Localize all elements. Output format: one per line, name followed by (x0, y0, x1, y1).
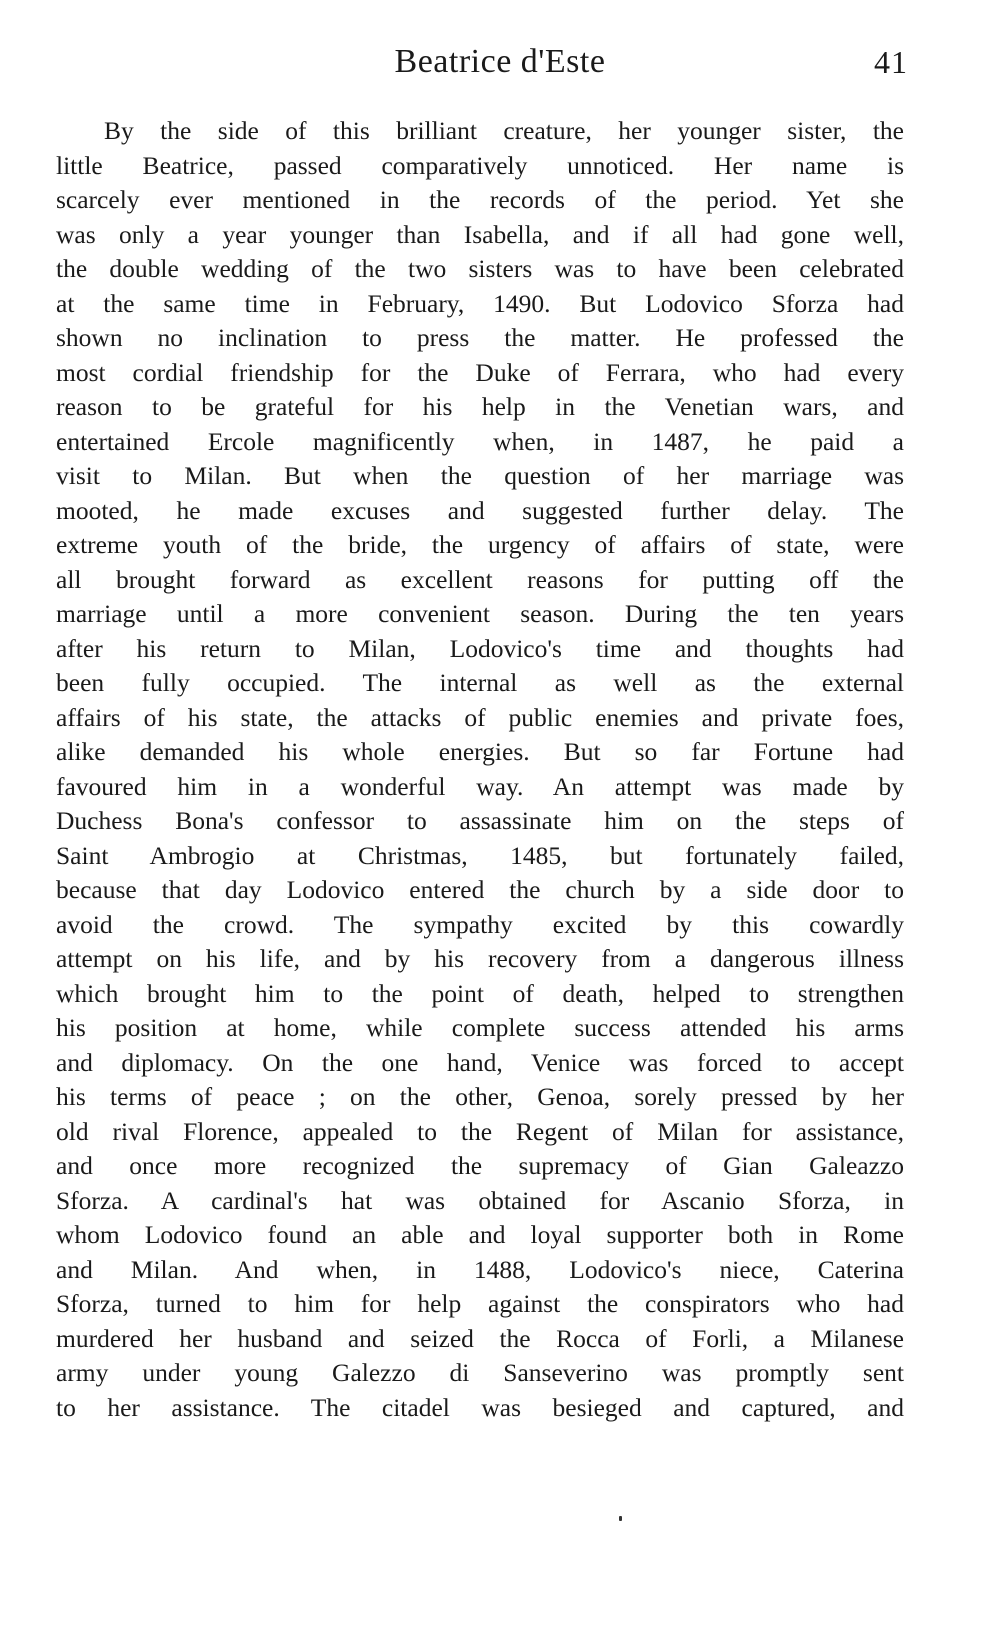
text-line: By the side of this brilliant creature, her younger sister, the (104, 116, 904, 145)
text-line: his position at home, while complete success attended his arms (56, 1013, 904, 1042)
text-line: alike demanded his whole energies. But so far Fortune had (56, 737, 904, 766)
text-line: and Milan. And when, in 1488, Lodovico's niece, Caterina (56, 1254, 904, 1284)
text-line: and diplomacy. On the one hand, Venice was forced to accept (56, 1047, 904, 1077)
text-line: visit to Milan. But when the question of her marriage was (56, 461, 904, 490)
text-line: at the same time in February, 1490. But Lodovico Sforza had (56, 288, 904, 318)
text-line: to her assistance. The citadel was besieged and captured, and (56, 1392, 904, 1422)
text-line: Duchess Bona's confessor to assassinate him on the steps of (56, 806, 904, 835)
text-line: affairs of his state, the attacks of public enemies and private foes, (56, 702, 904, 732)
text-line: Saint Ambrogio at Christmas, 1485, but fortunately failed, (56, 840, 904, 870)
text-line: been fully occupied. The internal as well as the external (56, 668, 904, 697)
text-line: scarcely ever mentioned in the records of the period. Yet she (56, 185, 904, 214)
text-line: army under young Galezzo di Sanseverino was promptly sent (56, 1358, 904, 1387)
text-line: most cordial friendship for the Duke of Ferrara, who had every (56, 357, 904, 387)
text-line: which brought him to the point of death, helped to strengthen (56, 978, 904, 1008)
text-line: his terms of peace ; on the other, Genoa, sorely pressed by her (56, 1082, 904, 1111)
text-line: Sforza, turned to him for help against the conspirators who had (56, 1289, 904, 1318)
text-line: the double wedding of the two sisters was to have been celebrated (56, 254, 904, 283)
text-line: all brought forward as excellent reasons for putting off the (56, 564, 904, 594)
text-line: and once more recognized the supremacy of Gian Galeazzo (56, 1151, 904, 1180)
text-line: reason to be grateful for his help in the Venetian wars, and (56, 392, 904, 421)
text-line: little Beatrice, passed comparatively unnoticed. Her name is (56, 150, 904, 180)
text-line: old rival Florence, appealed to the Regent of Milan for assistance, (56, 1116, 904, 1146)
text-line: after his return to Milan, Lodovico's time and thoughts had (56, 633, 904, 663)
running-title: Beatrice d'Este (394, 43, 606, 80)
running-head (0, 42, 1000, 82)
text-line: Sforza. A cardinal's hat was obtained for Ascanio Sforza, in (56, 1185, 904, 1215)
text-line: favoured him in a wonderful way. An attempt was made by (56, 771, 904, 801)
body-text (56, 114, 904, 1425)
text-line: because that day Lodovico entered the church by a side door to (56, 875, 904, 904)
text-line: marriage until a more convenient season. During the ten years (56, 599, 904, 628)
text-line: entertained Ercole magnificently when, in 1487, he paid a (56, 426, 904, 456)
text-line: avoid the crowd. The sympathy excited by this cowardly (56, 909, 904, 939)
text-line: was only a year younger than Isabella, and if all had gone well, (56, 219, 904, 249)
text-line: murdered her husband and seized the Rocca of Forli, a Milanese (56, 1323, 904, 1353)
stray-ink-mark (619, 1516, 622, 1521)
text-line: mooted, he made excuses and suggested further delay. The (56, 495, 904, 525)
text-line: attempt on his life, and by his recovery from a dangerous illness (56, 944, 904, 973)
text-line: whom Lodovico found an able and loyal supporter both in Rome (56, 1220, 904, 1249)
text-line: shown no inclination to press the matter. He professed the (56, 323, 904, 352)
page-number: 41 (874, 44, 908, 80)
text-line: extreme youth of the bride, the urgency of affairs of state, were (56, 530, 904, 559)
